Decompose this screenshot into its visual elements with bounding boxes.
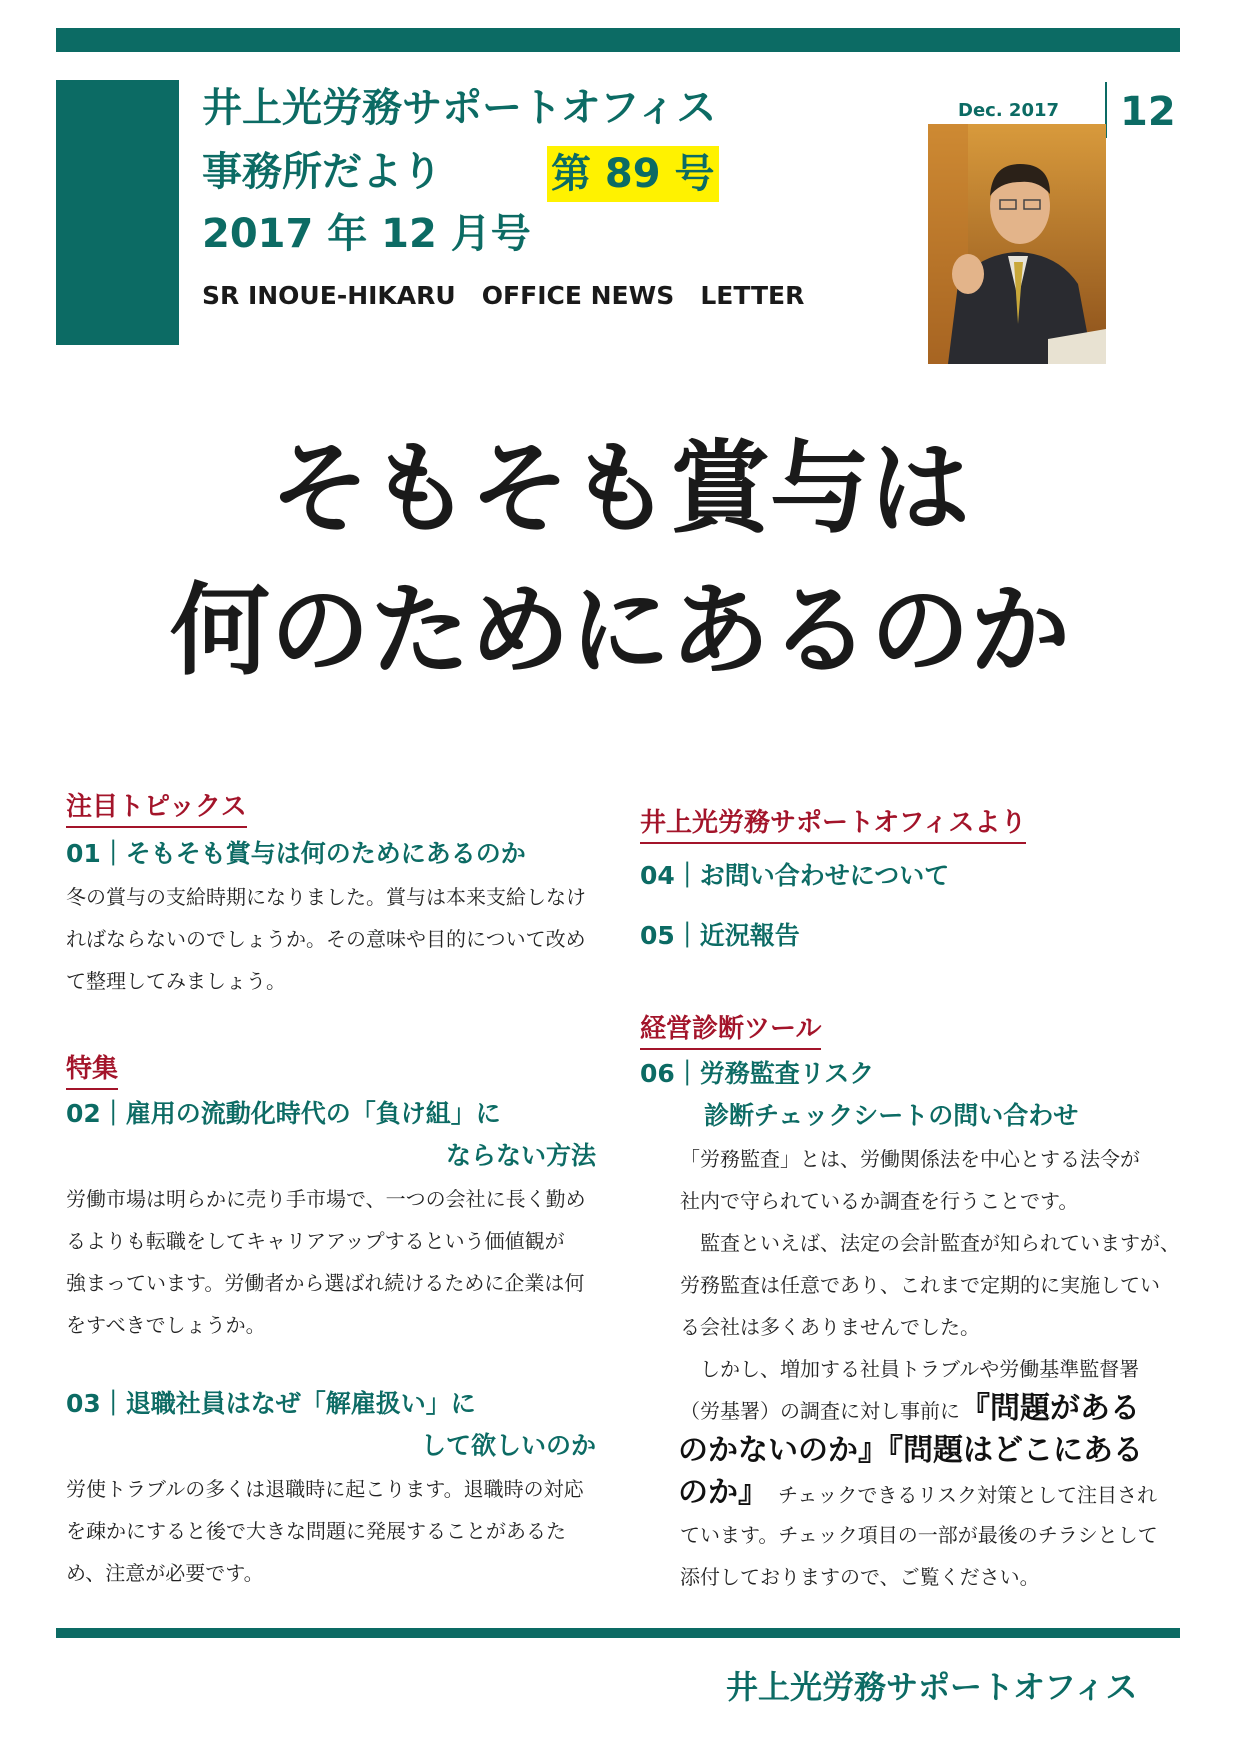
topic-02-title-cont: ならない方法 xyxy=(445,1141,596,1170)
topic-03-title: 03｜退職社員はなぜ「解雇扱い」に xyxy=(66,1389,476,1418)
office-section-title: 井上光労務サポートオフィスより xyxy=(640,806,1026,844)
issue-month: 2017 年 12 月号 xyxy=(202,211,531,257)
newsletter-name: 事務所だより xyxy=(202,149,442,195)
topic-01-body: 冬の賞与の支給時期になりました。賞与は本来支給しなけ ればならないのでしょうか。その意味や目的について改め て整理してみましょう。 xyxy=(66,885,586,993)
bottom-rule xyxy=(56,1628,1180,1638)
topic-01-title: 01｜そもそも賞与は何のためにあるのか xyxy=(66,839,526,868)
office-name: 井上光労務サポートオフィス xyxy=(202,85,717,131)
feature-section-title: 特集 xyxy=(66,1052,118,1090)
topic-02-body: 労働市場は明らかに売り手市場で、一つの会社に長く勤め るよりも転職をしてキャリアアップするという価値観が 強まっています。労働者から選ばれ続けるために企業は何 をすべきでしょうか。 xyxy=(66,1187,586,1337)
topic-06-body-prefix: （労基署）の調査に対し事前に xyxy=(680,1399,960,1423)
topic-06-body-emph-line-2 xyxy=(678,1430,1143,1476)
month-number: 12 xyxy=(1120,89,1176,135)
tools-section-title: 経営診断ツール xyxy=(640,1012,821,1050)
topic-06-emph-3: のか』 xyxy=(678,1475,768,1510)
headline-line-2: 何のためにあるのか xyxy=(170,572,1070,689)
top-rule xyxy=(56,28,1180,52)
topic-06-body-emph-line-1 xyxy=(680,1388,1140,1434)
topic-04-title: 04｜お問い合わせについて xyxy=(640,861,950,890)
author-photo xyxy=(928,124,1106,364)
topic-06-body-end: ています。チェック項目の一部が最後のチラシとして 添付しておりますので、ご覧ください。 xyxy=(680,1523,1158,1589)
author-photo-image xyxy=(928,124,1106,364)
topic-06-body-suffix: チェックできるリスク対策として注目され xyxy=(778,1483,1157,1507)
topic-06-emph-2: のかないのか』『問題はどこにある xyxy=(678,1433,1143,1468)
topic-06-title: 06｜労務監査リスク xyxy=(640,1059,875,1088)
topic-03-title-cont: して欲しいのか xyxy=(420,1431,596,1460)
topic-06-body-emph-line-3 xyxy=(678,1472,1157,1518)
topic-06-body: 「労務監査」とは、労働関係法を中心とする法令が 社内で守られているか調査を行うことです。 監査といえば、法定の会計監査が知られていますが、 労務監査は任意であり、これまで定期的に実施してい る会社は多くありませんでした。 しかし、増加する社員トラブルや労働基準監督署 xyxy=(680,1147,1180,1381)
topic-02-title: 02｜雇用の流動化時代の「負け組」に xyxy=(66,1099,501,1128)
topics-section-title: 注目トピックス xyxy=(66,790,247,828)
topic-03-body: 労使トラブルの多くは退職時に起こります。退職時の対応 を疎かにすると後で大きな問題に発展することがあるた め、注意が必要です。 xyxy=(66,1477,584,1585)
masthead-block xyxy=(56,80,179,345)
topic-06-emph-1: 『問題がある xyxy=(960,1391,1140,1426)
topic-06-title-cont: 診断チェックシートの問い合わせ xyxy=(704,1101,1079,1130)
issue-number: 第 89 号 xyxy=(547,146,719,202)
newsletter-subtitle: SR INOUE-HIKARU OFFICE NEWS LETTER xyxy=(202,281,805,310)
date-label: Dec. 2017 xyxy=(958,100,1060,121)
topic-05-title: 05｜近況報告 xyxy=(640,921,800,950)
footer-office-name: 井上光労務サポートオフィス xyxy=(726,1668,1138,1706)
headline-line-1: そもそも賞与は xyxy=(270,430,970,547)
